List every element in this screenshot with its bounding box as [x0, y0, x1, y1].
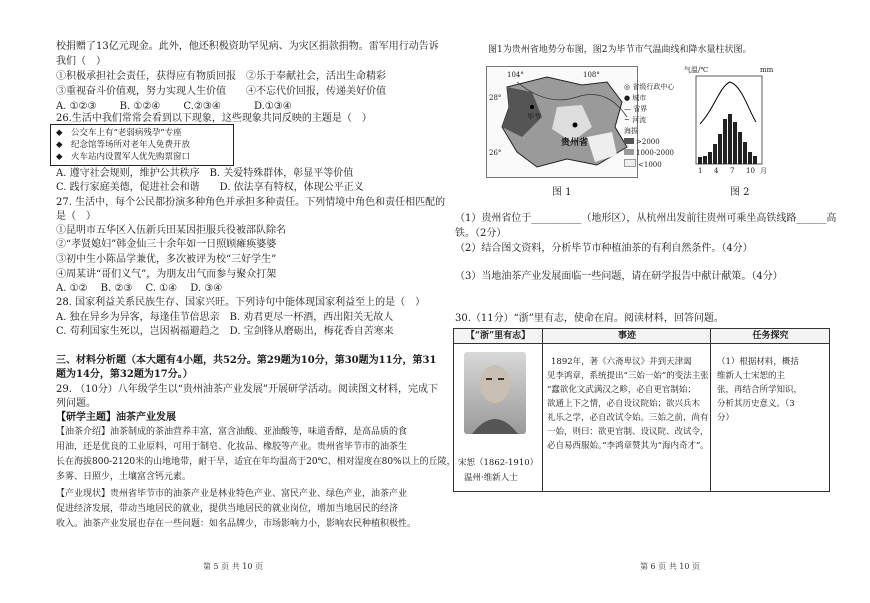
- text-line: 促进经济发展，带动当地居民的就业，提供当地居民的就业岗位，增加当地居民的经济: [56, 504, 399, 514]
- climate-chart: [684, 64, 774, 179]
- legend-swatch: [624, 149, 634, 155]
- portrait-image: [464, 352, 526, 434]
- lon-label: 108°: [583, 71, 600, 79]
- climate-graphic: [684, 64, 774, 179]
- legend-item: ~ 河流: [624, 116, 647, 124]
- question-26: 26.生活中我们常常会看到以下现象，这些现象共同反映的主题是（ ）: [56, 113, 372, 124]
- question-line: （2）结合图文资料，分析毕节市种植油茶的有利自然条件。（4分）: [455, 243, 753, 254]
- guizhou-map: [486, 66, 638, 178]
- person-name: 宋恕（1862-1910）: [458, 458, 539, 468]
- figure-intro: 图1为贵州省地势分布图，图2为毕节市气温曲线和降水量柱状图。: [488, 45, 752, 55]
- page-footer: 第 5 页 共 10 页: [203, 562, 263, 571]
- song-shu-table: [453, 328, 830, 492]
- story-line: “蠢欲化文武满汉之畛，必自更官制始；: [547, 385, 696, 395]
- option-line: C. 践行家庭美德，促进社会和谐 D. 依法享有特权，体现公平正义: [56, 182, 364, 193]
- precip-axis-label: mm: [760, 66, 774, 74]
- legend-item: [624, 148, 682, 159]
- option-line: A. ①② B. ②③ C. ①④ D. ③④: [56, 283, 223, 294]
- text-line: 校捐赠了13亿元现金。此外，他还积极资助罕见病、为灾区捐款捐物。雷军用行动告诉: [56, 41, 439, 52]
- section-title: 题为14分，第32题为17分。）: [56, 369, 193, 380]
- text-line: 长在海拔800-2120米的山地地带，耐干旱，适宜在年均温高于20℃、相对湿度在80%以上的丘陵，: [56, 457, 456, 467]
- portrait-cell: [454, 344, 542, 491]
- story-line: 必自易西服始。”李鸿章赞其为“海内奇才”。: [547, 441, 709, 451]
- text-line: 【油茶介绍】油茶制成的茶油营养丰富，富含油酸、亚油酸等，味道香醇，是高品质的食: [56, 427, 408, 437]
- question-line: （1）贵州省位于__________（地形区），从杭州出发前往贵州可乘坐高铁线路______高: [455, 213, 837, 224]
- page-footer: 第 6 页 共 10 页: [640, 562, 700, 571]
- legend-label: >2000: [636, 138, 660, 146]
- task-line: 维新人士宋恕的主: [717, 371, 786, 381]
- person-origin: 温州·维新人士: [464, 473, 518, 483]
- box-item: ◆ 火车站内设置军人优先购票窗口: [56, 152, 191, 162]
- figure-caption: 图 2: [730, 187, 750, 198]
- text-line: ③初中生小陈品学兼优，多次被评为校“三好学生”: [56, 254, 277, 265]
- text-line: 是（ ）: [56, 211, 96, 222]
- city-label: 毕节: [527, 113, 541, 121]
- text-line: 【产业现状】贵州省毕节市的油茶产业是林业特色产业、富民产业、绿色产业，油茶产业: [56, 489, 408, 499]
- question-29: 29. （10分）八年级学生以“贵州油茶产业发展”开展研学活动。阅读图文材料，完成下: [56, 384, 439, 395]
- figure-caption: 图 1: [552, 187, 572, 198]
- legend-item: [624, 137, 682, 148]
- lon-label: 104°: [507, 71, 524, 79]
- month-tick: 10: [746, 167, 755, 175]
- legend-item: ● 城市: [624, 94, 647, 102]
- month-tick: 1: [698, 167, 703, 175]
- text-line: 多雾、日照少，土壤富含钙元素。: [56, 472, 192, 482]
- text-line: 收入。油茶产业发展也存在一些问题：如名品牌少，市场影响力小，影响农民种植积极性。: [56, 519, 417, 529]
- month-tick: 7: [730, 167, 735, 175]
- legend-label: <1000: [638, 161, 662, 169]
- story-line: 一始，则曰：欲更官制、设议院、改试令，: [547, 427, 709, 437]
- question-27: 27. 生活中，每个公民都扮演多种角色并承担多种责任。下列情境中角色和责任相匹配的: [56, 197, 446, 208]
- option-line: A. 遵守社会规则，维护公共秩序 B. 关爱特殊群体，彰显平等价值: [56, 168, 354, 179]
- question-30: 30.（11分）“浙”里有志，使命在肩。阅读材料，回答问题。: [455, 313, 724, 324]
- option-line: C. 苟利国家生死以，岂因祸福避趋之 D. 宝剑锋从磨砺出，梅花香自苦寒来: [56, 326, 394, 337]
- temp-axis-label: 气温/℃: [684, 66, 709, 74]
- header-cell: 事迹: [542, 329, 711, 343]
- story-line: 欲通上下之情，必自设议院始；欲兴兵木: [547, 399, 701, 409]
- legend-label: 1000-2000: [636, 149, 674, 157]
- text-line: ②“孝贤媳妇”韩金仙三十余年如一日照顾瘫痪婆婆: [56, 239, 277, 250]
- story-line: 1892年，著《六斋卑议》并到天津谒: [551, 357, 692, 367]
- header-cell: 【“浙”里有志】: [465, 331, 531, 341]
- lat-label: 28°: [489, 94, 502, 102]
- lat-label: 26°: [489, 149, 502, 157]
- map-legend: [624, 82, 682, 172]
- province-label: 贵州省: [561, 138, 589, 148]
- task-line: （1）根据材料，概括: [717, 357, 799, 367]
- option-line: A. 独在异乡为异客，每逢佳节倍思亲 B. 劝君更尽一杯酒，西出阳关无故人: [56, 312, 394, 323]
- text-line: 用油，还是优良的工业原料，可用于制皂、化妆品、橡胶等产业。贵州省毕节市的油茶生: [56, 442, 408, 452]
- question-line: 铁。（2分）: [455, 228, 507, 239]
- legend-item: [624, 159, 682, 171]
- legend-item: ◎ 省级行政中心: [624, 83, 675, 91]
- task-line: 张，再结合所学知识，: [717, 385, 803, 395]
- legend-swatch: [624, 159, 636, 167]
- text-line: ③重视奋斗价值观，努力实现人生价值 ④不忘代价回报，传递美好价值: [56, 86, 386, 97]
- legend-item: — 省界: [624, 105, 648, 113]
- text-line: ①积极承担社会责任，获得应有物质回报 ②乐于奉献社会，活出生命精彩: [56, 71, 386, 82]
- legend-item: 海拔: [624, 127, 638, 135]
- question-28: 28. 国家利益关系民族生存、国家兴旺。下列诗句中能体现国家利益至上的是（ ）: [56, 297, 426, 308]
- month-tick: 4: [714, 167, 719, 175]
- header-cell: 任务探究: [710, 329, 830, 343]
- story-cell: [542, 344, 718, 491]
- story-line: 见李鸿章，系统提出“三始一始”的变法主张：: [547, 371, 718, 381]
- question-line: （3）当地油茶产业发展面临一些问题，请在研学报告中献计献策。（4分）: [455, 271, 783, 282]
- section-title: 三、材料分析题（本大题有4小题，共52分。第29题为10分，第30题为11分，第31: [56, 355, 437, 366]
- legend-swatch: [624, 138, 634, 144]
- map-graphic: [487, 67, 637, 177]
- portrait-graphic: [464, 352, 526, 434]
- text-line: ④周某讲“哥们义气”，为朋友出气而参与聚众打架: [56, 269, 277, 280]
- text-line: 我们（ ）: [56, 56, 106, 67]
- task-cell: [710, 344, 830, 491]
- box-item: ◆ 纪念馆等场所对老年人免费开放: [56, 140, 191, 150]
- task-line: 分）: [717, 413, 735, 423]
- story-line: 礼乐之学，必自改试令始。三始之前，尚有: [547, 413, 709, 423]
- text-line: ①昆明市五华区入伍新兵田某因拒服兵役被部队除名: [56, 225, 286, 236]
- month-tick: 月: [760, 167, 767, 175]
- text-line: A. ①②③ B. ①②④ C.②③④ D.①③④: [56, 101, 292, 112]
- research-theme: 【研学主题】油茶产业发展: [56, 412, 176, 423]
- text-line: 列问题。: [56, 398, 96, 409]
- box-item: ◆ 公交车上有“老弱病残孕”专座: [56, 128, 182, 138]
- task-line: 分析其历史意义。（3: [717, 399, 795, 409]
